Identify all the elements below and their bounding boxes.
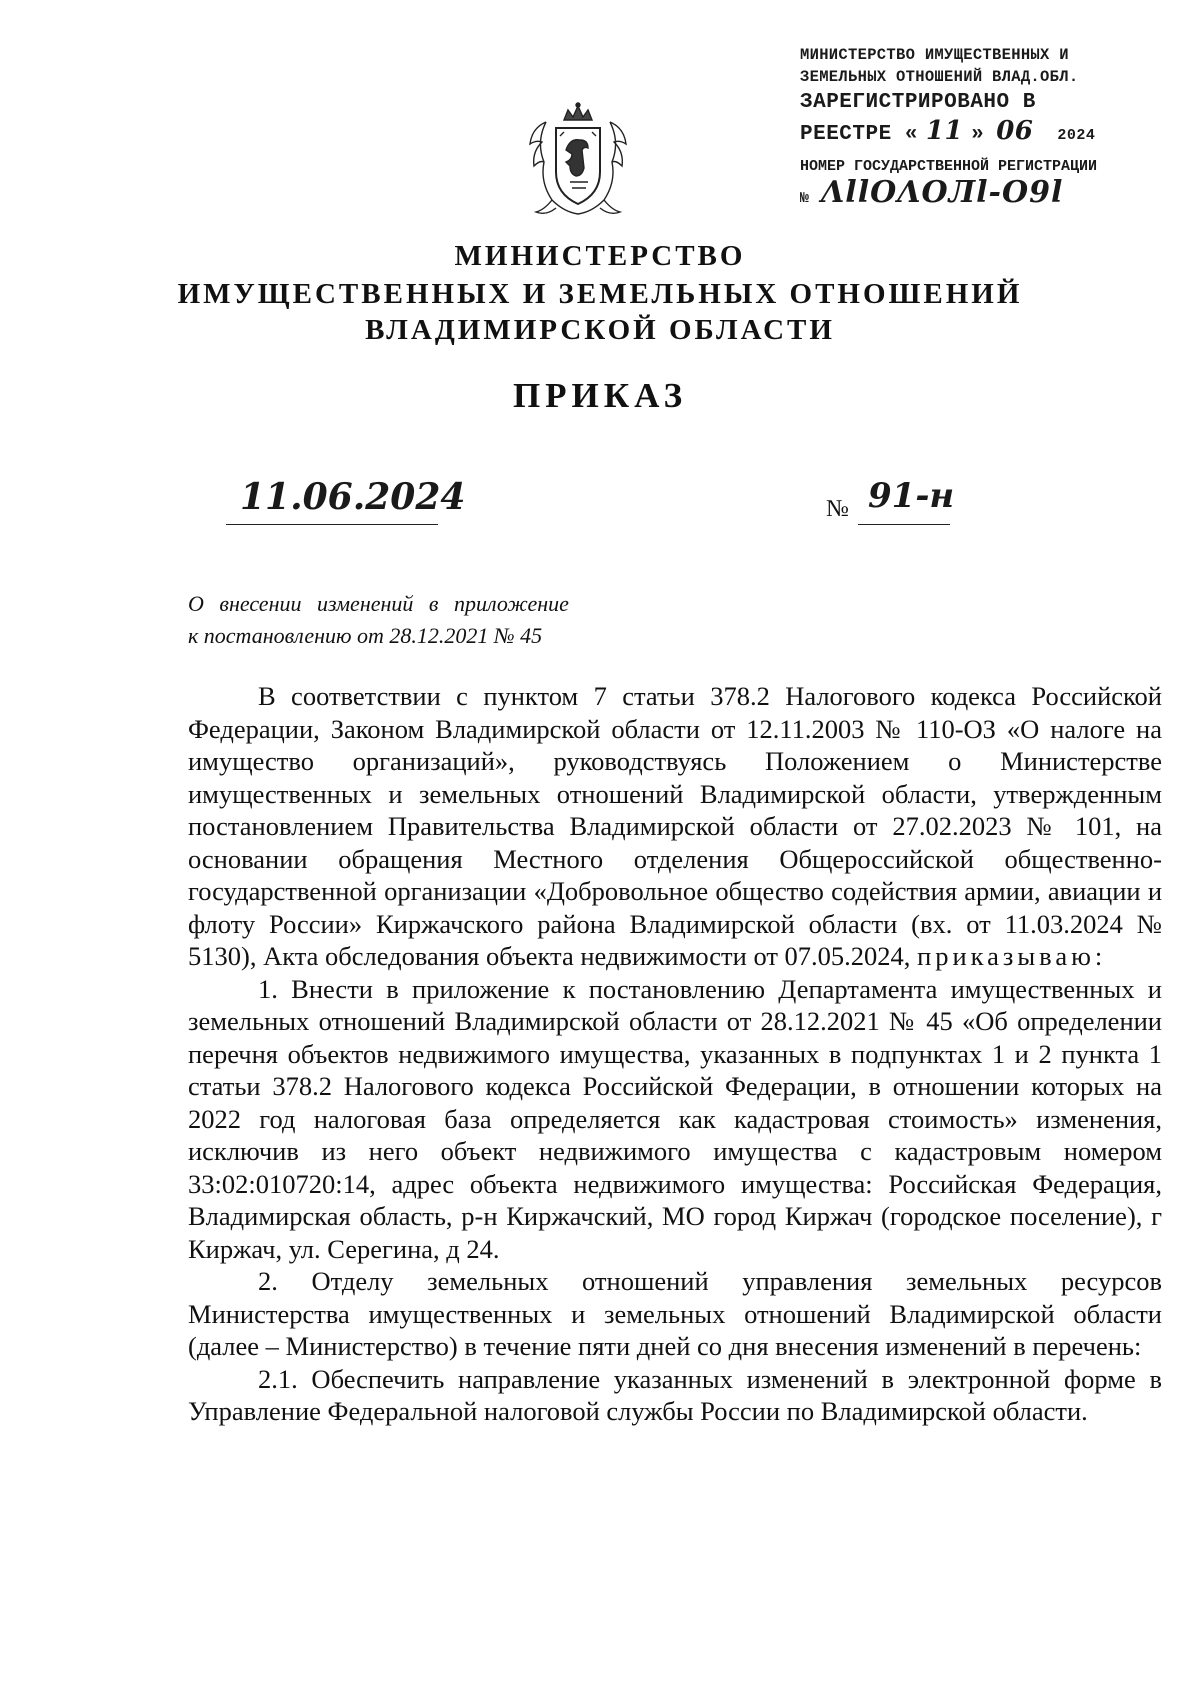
order-number-handwritten: 91-н — [868, 476, 955, 516]
preamble-paragraph — [188, 680, 1162, 973]
stamp-line-ministry: МИНИСТЕРСТВО ИМУЩЕСТВЕННЫХ И — [800, 46, 1069, 64]
preamble-text: В соответствии с пунктом 7 статьи 378.2 Налогового кодекса Российской Федерации, Законом Владимирской области от 12.11.2003 № 110-ОЗ «О налоге на имущество организаций», руководствуясь Положением о Министерстве имущественных и земельных отношений Владимирской области, утвержденным постановлением Правительства Владимирской области от 27.02.2023 № 101, на основании обращения Местного отделения Общероссийской общественно-государственной организации «Добровольное общество содействия армии, авиации и флоту России» Киржачского района Владимирской области (вх. от 11.03.2024 № 5130), Акта обследования объекта недвижимости от 07.05.2024, — [188, 681, 1162, 971]
document-type-title: ПРИКАЗ — [512, 376, 688, 415]
order-subject — [188, 588, 569, 652]
stamp-registry-sep: » — [971, 123, 985, 146]
coat-of-arms-icon — [526, 102, 630, 220]
subject-line-1: О внесении изменений в приложение — [188, 591, 569, 616]
order-date-handwritten: 11.06.2024 — [240, 476, 466, 518]
stamp-line-reg-number-label: НОМЕР ГОСУДАРСТВЕННОЙ РЕГИСТРАЦИИ — [800, 158, 1098, 175]
ministry-title-line-1: МИНИСТЕРСТВО — [454, 240, 746, 272]
order-command: приказываю: — [917, 941, 1107, 971]
subject-line-2: к постановлению от 28.12.2021 № 45 — [188, 623, 543, 648]
ministry-title-line-3: ВЛАДИМИРСКОЙ ОБЛАСТИ — [365, 314, 835, 346]
stamp-handwritten-month: 06 — [996, 116, 1034, 146]
stamp-line-registered: ЗАРЕГИСТРИРОВАНО В — [800, 91, 1036, 114]
clause-2-paragraph: 2. Отделу земельных отношений управления земельных ресурсов Министерства имущественных и земельных отношений Владимирской области (далее – Министерство) в течение пяти дней со дня внесения изменений в перечень: — [188, 1266, 1162, 1361]
stamp-year: 2024 — [1057, 127, 1096, 144]
order-body — [188, 680, 1162, 1428]
clause-2-1-paragraph: 2.1. Обеспечить направление указанных изменений в электронной форме в Управление Федеральной налоговой службы России по Владимирской области. — [188, 1363, 1162, 1426]
stamp-handwritten-day: 11 — [925, 116, 964, 146]
stamp-line-registry-date — [800, 117, 1170, 150]
stamp-handwritten-reg-number: ΛllOΛOЛl-O9l — [821, 175, 1064, 210]
stamp-registry-prefix: РЕЕСТРЕ « — [800, 123, 918, 146]
clause-1-paragraph: 1. Внести в приложение к постановлению Департамента имущественных и земельных отношений Владимирской области от 28.12.2021 № 45 «Об определении перечня объектов недвижимого имущества, указанных в подпунктах 1 и 2 пункта 1 статьи 378.2 Налогового кодекса Российской Федерации, в отношении которых на 2022 год налоговая база определяется как кадастровая стоимость» изменения, исключив из него объект недвижимого имущества с кадастровым номером 33:02:010720:14, адрес объекта недвижимого имущества: Российская Федерация, Владимирская область, р-н Киржачский, МО город Киржач (городское поселение), г Киржач, ул. Серегина, д 24. — [188, 973, 1162, 1264]
stamp-line-reg-number — [800, 175, 1170, 214]
stamp-line-region: ЗЕМЕЛЬНЫХ ОТНОШЕНИЙ ВЛАД.ОБЛ. — [800, 68, 1079, 86]
stamp-number-sign: № — [800, 190, 810, 207]
ministry-title-line-2: ИМУЩЕСТВЕННЫХ И ЗЕМЕЛЬНЫХ ОТНОШЕНИЙ — [177, 278, 1023, 310]
order-number-label: № — [826, 496, 849, 522]
registration-stamp — [800, 44, 1170, 214]
